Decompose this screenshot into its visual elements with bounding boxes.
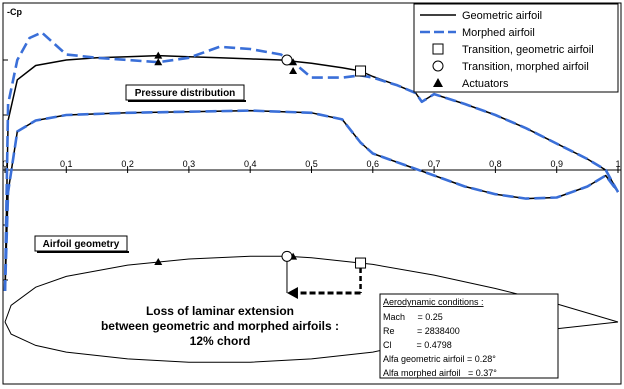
conditions-title: Aerodynamic conditions : <box>383 297 484 307</box>
conditions-row-2: Cl = 0.4798 <box>383 340 452 350</box>
x-tick-label-9: 0.9 <box>550 159 563 169</box>
pressure-panel-label: Pressure distribution <box>134 88 236 99</box>
legend-label-3: Transition, morphed airfoil <box>462 61 589 73</box>
transition-geometric-marker-geometry <box>356 258 366 268</box>
x-tick-label-0: 0 <box>2 159 8 169</box>
x-tick-label-8: 0.8 <box>489 159 502 169</box>
pressure-panel-label-shadow <box>128 100 246 102</box>
legend-label-2: Transition, geometric airfoil <box>462 44 594 56</box>
x-tick-label-2: 0.2 <box>121 159 134 169</box>
annotation-text-line-2: 12% chord <box>189 334 251 348</box>
x-tick-label-10: 1 <box>615 159 621 169</box>
legend-swatch-square <box>433 44 443 54</box>
x-tick-label-7: 0.7 <box>427 159 441 169</box>
y-axis-label: -Cp <box>7 7 22 17</box>
legend-label-4: Actuators <box>462 78 509 90</box>
x-tick-label-1: 0.1 <box>60 159 73 169</box>
legend-label-1: Morphed airfoil <box>462 27 535 39</box>
geometry-panel-label: Airfoil geometry <box>42 239 120 250</box>
annotation-text-line-1: between geometric and morphed airfoils : <box>100 319 340 333</box>
annotation-text-line-0: Loss of laminar extension <box>145 304 295 318</box>
x-tick-label-6: 0.6 <box>366 159 380 169</box>
transition-morphed-marker-geometry <box>282 251 292 261</box>
transition-morphed-marker-cp <box>282 55 292 65</box>
conditions-row-4: Alfa morphed airfoil = 0.37° <box>383 368 497 378</box>
conditions-row-1: Re = 2838400 <box>383 326 460 336</box>
transition-geometric-marker-cp <box>356 66 366 76</box>
x-tick-label-3: 0.3 <box>182 159 196 169</box>
conditions-row-3: Alfa geometric airfoil = 0.28° <box>383 354 496 364</box>
geometry-panel-label-shadow <box>37 251 129 253</box>
conditions-row-0: Mach = 0.25 <box>383 312 443 322</box>
legend-swatch-circle <box>433 61 443 71</box>
x-tick-label-4: 0.4 <box>243 159 257 169</box>
legend-label-0: Geometric airfoil <box>462 10 543 22</box>
x-tick-label-5: 0.5 <box>305 159 318 169</box>
